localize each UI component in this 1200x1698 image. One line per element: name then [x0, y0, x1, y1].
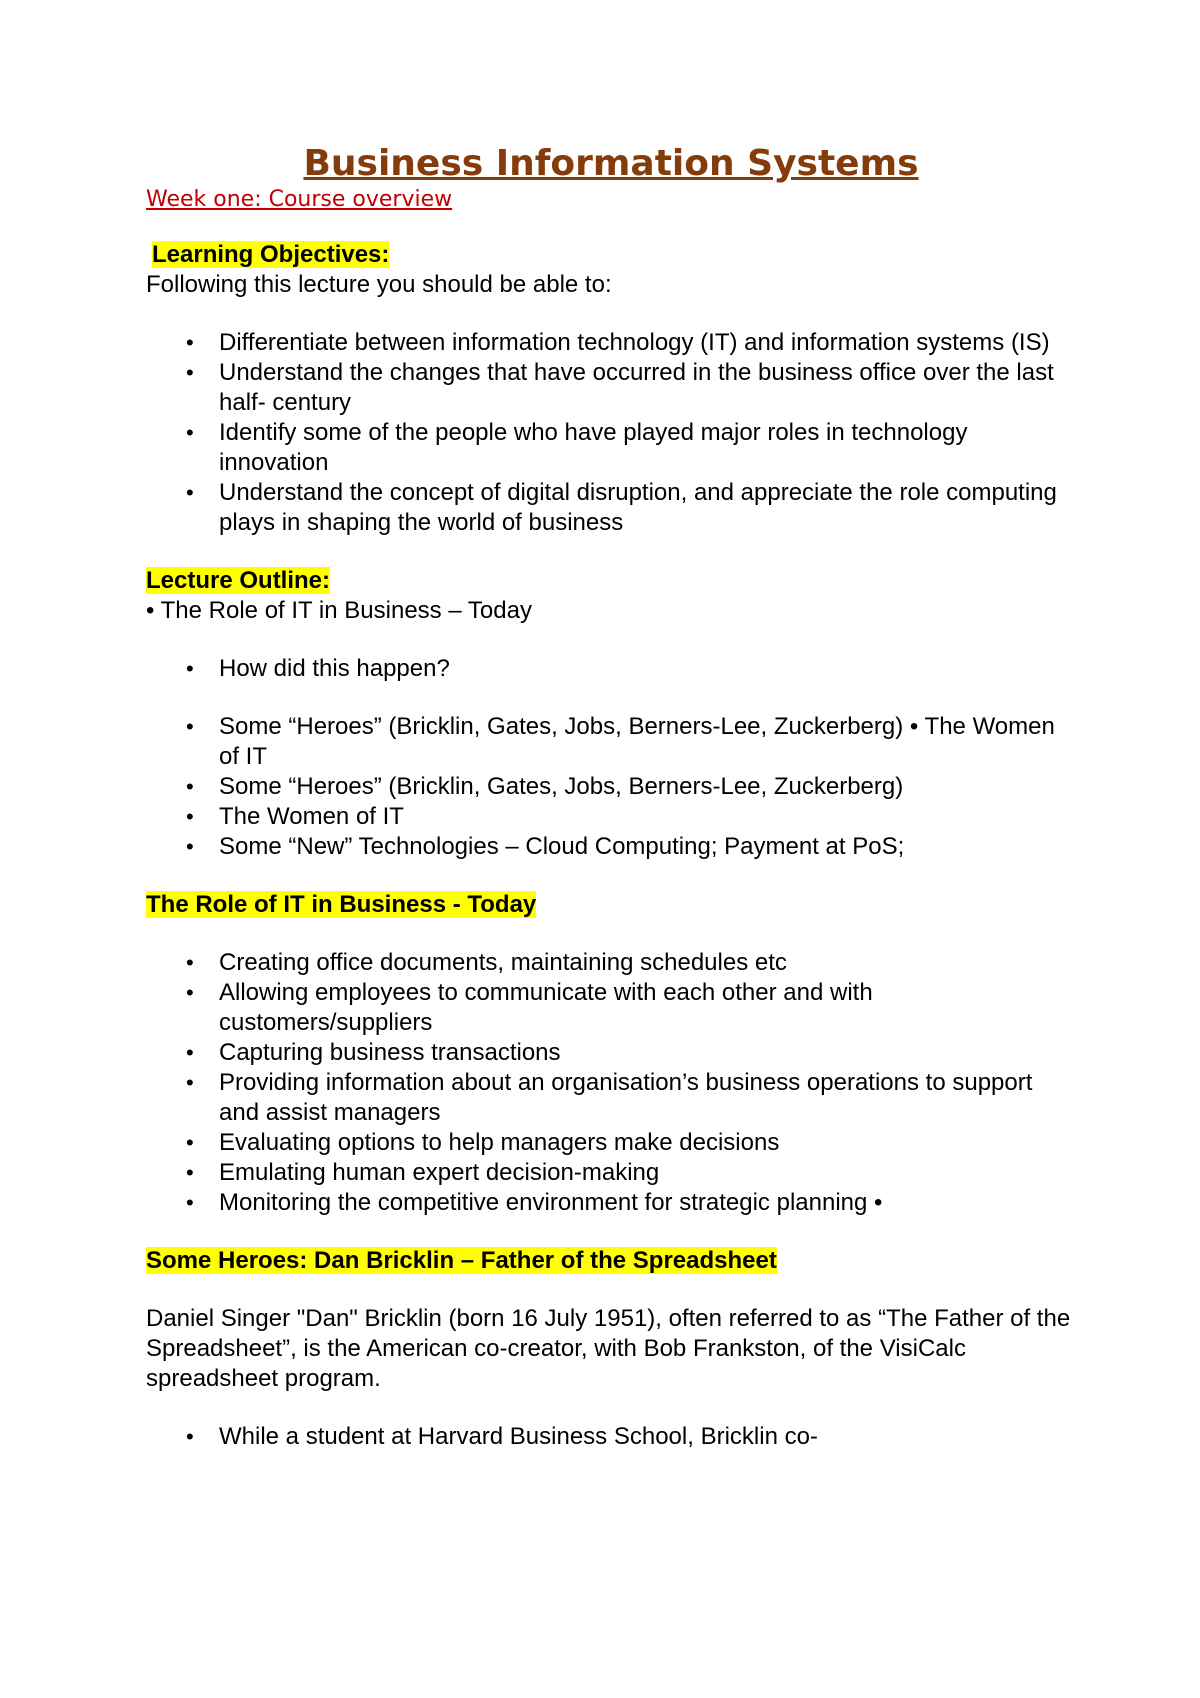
list-item: • Some “Heroes” (Bricklin, Gates, Jobs, Berners-Lee, Zuckerberg) — [186, 773, 904, 800]
bullet-icon: • — [186, 714, 194, 739]
list-item: • While a student at Harvard Business School, Bricklin co- — [186, 1423, 818, 1450]
list-item: • Some “Heroes” (Bricklin, Gates, Jobs, Berners-Lee, Zuckerberg) • The Women of IT — [186, 713, 1055, 770]
list-item: • Differentiate between information technology (IT) and information systems (IS) — [186, 329, 1050, 356]
bullet-icon: • — [186, 360, 194, 385]
list-item: • Understand the concept of digital disruption, and appreciate the role computing plays in shaping the world of business — [186, 479, 1057, 536]
bullet-icon: • — [186, 980, 194, 1005]
list-item: • How did this happen? — [186, 655, 450, 682]
document-subtitle: Week one: Course overview — [146, 187, 453, 212]
list-item: • Creating office documents, maintaining schedules etc — [186, 949, 787, 976]
lecture-outline-list-b — [146, 712, 1076, 862]
bullet-icon: • — [186, 1424, 194, 1449]
heroes-heading: Some Heroes: Dan Bricklin – Father of the Spreadsheet — [146, 1247, 777, 1274]
bullet-icon: • — [186, 1040, 194, 1065]
document-title: Business Information Systems — [303, 143, 919, 184]
list-item: • Some “New” Technologies – Cloud Computing; Payment at PoS; — [186, 833, 905, 860]
list-item: • Allowing employees to communicate with each other and with customers/suppliers — [186, 979, 873, 1036]
bullet-icon: • — [186, 774, 194, 799]
bullet-icon: • — [186, 950, 194, 975]
document-page — [146, 142, 1076, 1452]
list-item: • The Women of IT — [186, 803, 404, 830]
list-item: • Monitoring the competitive environment for strategic planning • — [186, 1189, 883, 1216]
learning-objectives-list — [146, 328, 1076, 538]
learning-objectives-heading-row — [152, 240, 1076, 270]
list-item: • Capturing business transactions — [186, 1039, 561, 1066]
role-of-it-list — [146, 948, 1076, 1218]
bullet-icon: • — [186, 420, 194, 445]
lecture-outline-list-a — [146, 654, 1076, 684]
list-item: • Identify some of the people who have played major roles in technology innovation — [186, 419, 968, 476]
lecture-outline-first-line: • The Role of IT in Business – Today — [146, 597, 532, 624]
bullet-icon: • — [186, 804, 194, 829]
bullet-icon: • — [186, 480, 194, 505]
list-item: • Understand the changes that have occurred in the business office over the last half- century — [186, 359, 1054, 416]
lecture-outline-heading: Lecture Outline: — [146, 567, 331, 594]
bullet-icon: • — [186, 1130, 194, 1155]
lecture-outline-heading-row — [146, 566, 1076, 596]
bullet-icon: • — [186, 1070, 194, 1095]
list-item: • Emulating human expert decision-making — [186, 1159, 660, 1186]
heroes-paragraph: Daniel Singer "Dan" Bricklin (born 16 July 1951), often referred to as “The Father of the Spreadsheet”, is the American co-creator, with Bob Frankston, of the VisiCalc spreadsheet program. — [146, 1305, 1071, 1392]
bullet-icon: • — [186, 656, 194, 681]
learning-objectives-intro: Following this lecture you should be able to: — [146, 271, 612, 298]
list-item: • Evaluating options to help managers make decisions — [186, 1129, 780, 1156]
bullet-icon: • — [186, 1190, 194, 1215]
heroes-heading-row — [146, 1246, 1076, 1276]
heroes-list — [146, 1422, 1076, 1452]
bullet-icon: • — [186, 1160, 194, 1185]
bullet-icon: • — [186, 330, 194, 355]
role-of-it-heading: The Role of IT in Business - Today — [146, 891, 537, 918]
role-of-it-heading-row — [146, 890, 1076, 920]
bullet-icon: • — [186, 834, 194, 859]
list-item: • Providing information about an organisation’s business operations to support and assist managers — [186, 1069, 1033, 1126]
learning-objectives-heading: Learning Objectives: — [152, 241, 390, 268]
